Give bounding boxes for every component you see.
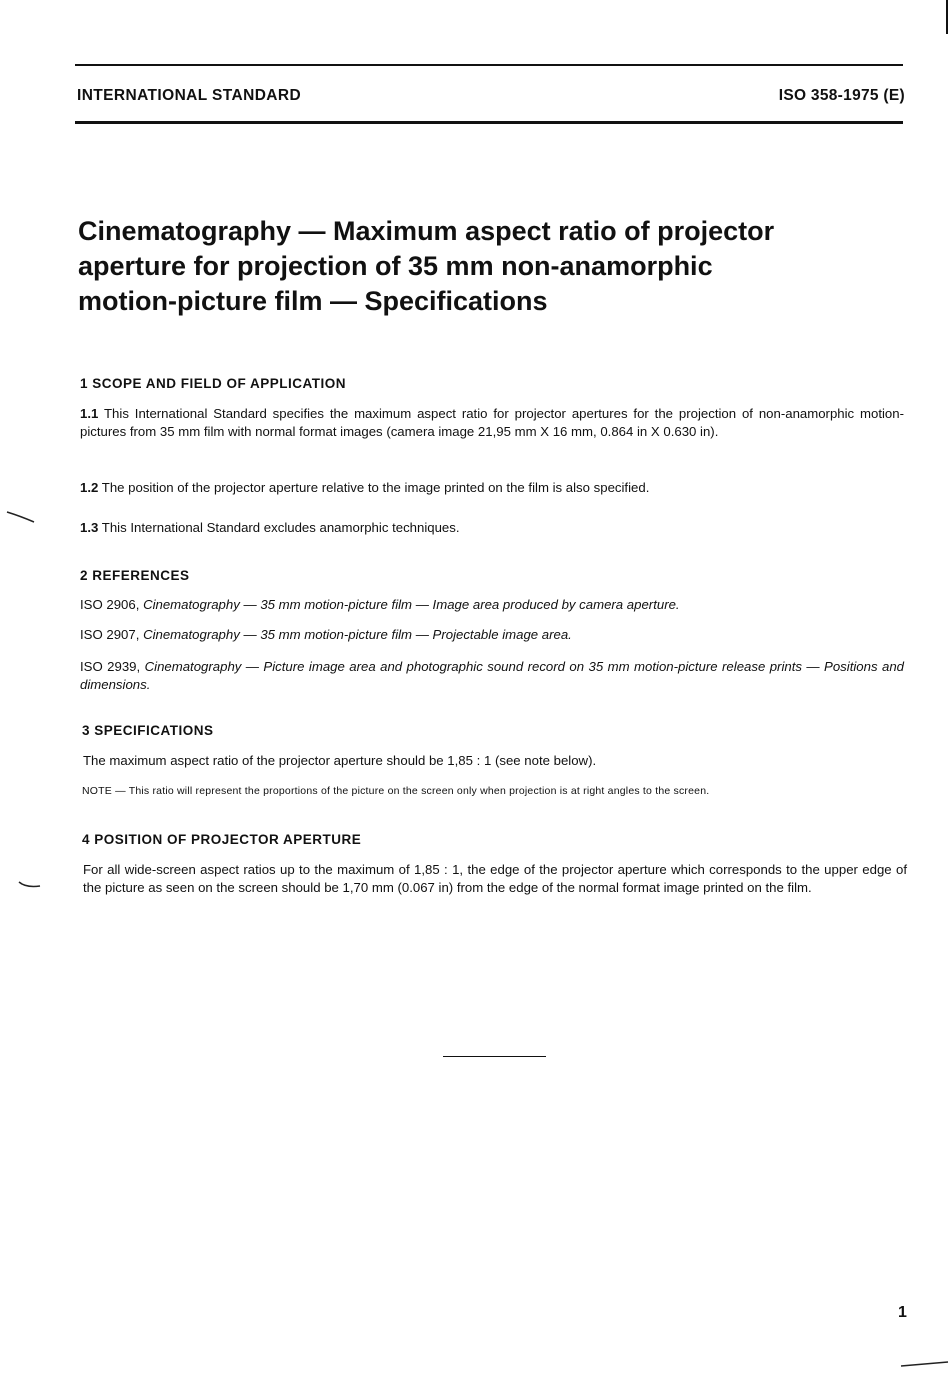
page-number: 1 [898,1304,907,1321]
section-2-heading: 2 REFERENCES [80,568,190,583]
reference-3-title: Cinematography — Picture image area and photographic sound record on 35 mm motion-picture release prints — Positions and dimensions. [80,659,904,692]
section-4-heading: 4 POSITION OF PROJECTOR APERTURE [82,832,362,847]
reference-1-title: Cinematography — 35 mm motion-picture film — Image area produced by camera aperture. [143,597,680,612]
clause-1-1-number: 1.1 [80,406,99,421]
title-line-2: aperture for projection of 35 mm non-anamorphic [78,251,713,281]
reference-iso-2907 [80,626,904,644]
reference-3-code: ISO 2939, [80,659,141,674]
clause-1-2-text: The position of the projector aperture relative to the image printed on the film is also specified. [101,480,650,495]
scan-mark-left-2 [18,880,42,892]
reference-2-code: ISO 2907, [80,627,140,642]
clause-1-2-number: 1.2 [80,480,99,495]
scan-mark-top-right [946,0,948,34]
document-title [78,214,858,319]
position-text: For all wide-screen aspect ratios up to the maximum of 1,85 : 1, the edge of the projector aperture which corresponds to the upper edge of the picture as seen on the screen should be 1,70 mm (0.067 in) from the edge of the normal format image printed on the film. [83,862,907,895]
title-line-1: Cinematography — Maximum aspect ratio of projector [78,216,775,246]
clause-1-2 [80,479,904,497]
header-rule-bottom [75,121,903,124]
scan-mark-bottom-right [900,1360,950,1370]
header-document-type: INTERNATIONAL STANDARD [77,87,302,104]
reference-iso-2939 [80,658,904,694]
clause-1-3 [80,519,904,537]
clause-1-1-text: This International Standard specifies the maximum aspect ratio for projector apertures for the projection of non-anamorphic motion-pictures from 35 mm film with normal format images (camera image 21,95 mm X 16 mm, 0.864 in X 0.630 in). [80,406,904,439]
specification-note: NOTE — This ratio will represent the proportions of the picture on the screen only when projection is at right angles to the screen. [82,785,710,797]
scan-mark-left-1 [6,510,36,526]
clause-1-3-text: This International Standard excludes anamorphic techniques. [101,520,460,535]
header-rule-top [75,64,903,66]
reference-2-title: Cinematography — 35 mm motion-picture film — Projectable image area. [143,627,572,642]
section-1-heading: 1 SCOPE AND FIELD OF APPLICATION [80,376,347,391]
reference-iso-2906 [80,596,904,614]
section-3-heading: 3 SPECIFICATIONS [82,723,214,738]
reference-1-code: ISO 2906, [80,597,140,612]
specification-text: The maximum aspect ratio of the projector aperture should be 1,85 : 1 (see note below). [83,753,597,768]
clause-1-1 [80,405,904,441]
end-of-text-rule [443,1056,546,1057]
clause-1-3-number: 1.3 [80,520,99,535]
header-document-number: ISO 358-1975 (E) [778,87,905,104]
title-line-3: motion-picture film — Specifications [78,286,548,316]
